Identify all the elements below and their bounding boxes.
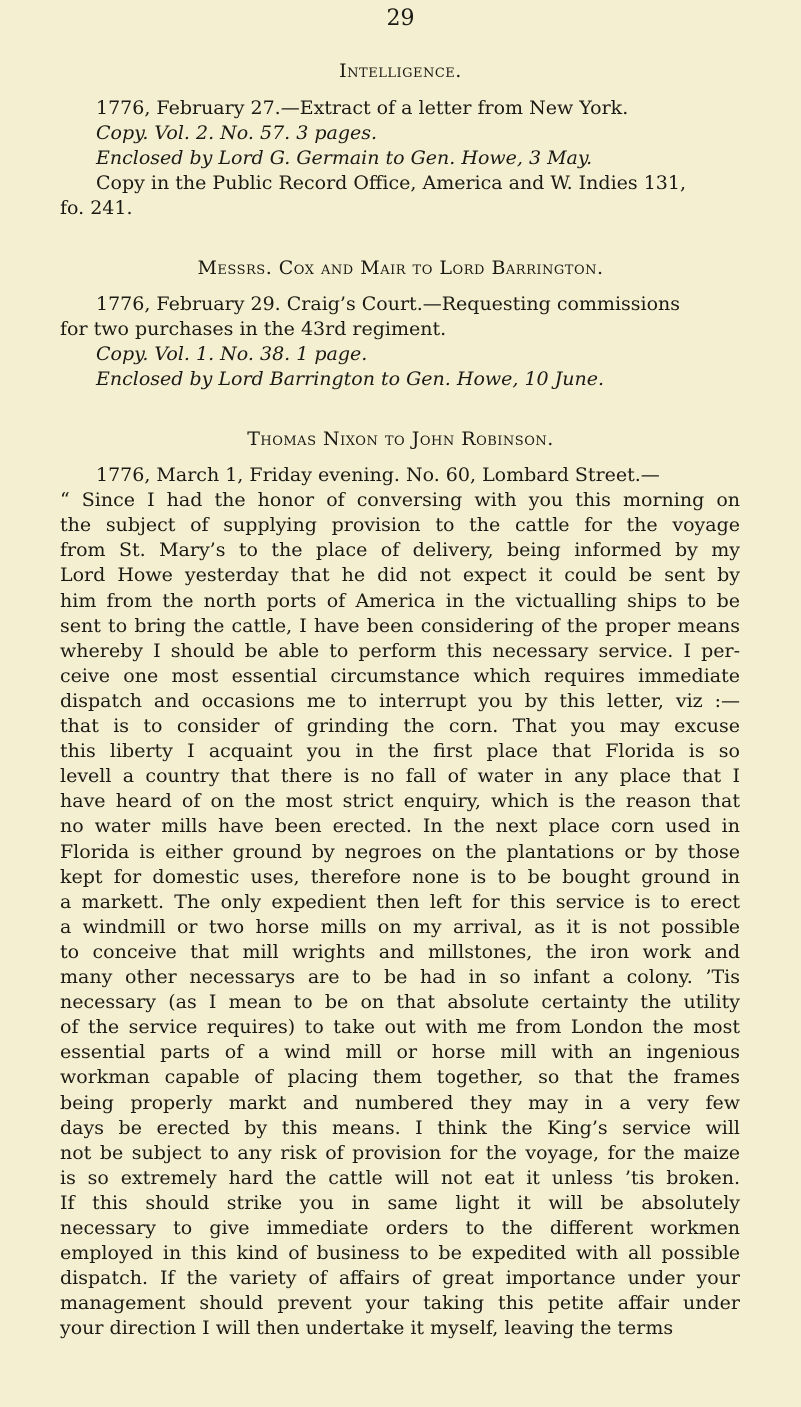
letter-line: levell a country that there is no fall of water in any place that I <box>60 765 740 788</box>
letter-line: a windmill or two horse mills on my arrival, as it is not possible <box>60 915 740 938</box>
letter-line: of the service requires) to take out with me from London the most <box>60 1016 740 1039</box>
entry-date-line: 1776, February 27.—Extract of a letter from New York. <box>96 97 629 119</box>
letter-line: necessary (as I mean to be on that absolute certainty the utility <box>60 991 740 1014</box>
enclosure-note: Enclosed by Lord Barrington to Gen. Howe, 10 June. <box>96 368 605 390</box>
letter-line: to conceive that mill wrights and millstones, the iron work and <box>60 940 740 963</box>
letter-line: your direction I will then undertake it myself, leaving the terms <box>60 1317 674 1340</box>
letter-line: dispatch. If the variety of affairs of great importance under your <box>60 1267 740 1290</box>
letter-line: “ Since I had the honor of conversing with you this morning on <box>60 489 740 512</box>
letter-line: dispatch and occasions me to interrupt you by this letter, viz :— <box>60 689 740 712</box>
letter-line: is so extremely hard the cattle will not eat it unless ’tis broken. <box>60 1166 740 1189</box>
letter-line: sent to bring the cattle, I have been considering of the proper means <box>60 614 740 637</box>
letter-line: ceive one most essential circumstance which requires immediate <box>60 664 740 687</box>
letter-line: the subject of supplying provision to the cattle for the voyage <box>60 514 740 537</box>
letter-line: no water mills have been erected. In the next place corn used in <box>60 815 740 838</box>
copy-reference: Copy. Vol. 2. No. 57. 3 pages. <box>96 122 378 144</box>
letter-line: workman capable of placing them together, so that the frames <box>60 1066 740 1089</box>
letter-line: 1776, March 1, Friday evening. No. 60, Lombard Street.— <box>96 464 660 486</box>
letter-line: employed in this kind of business to be expedited with all possible <box>60 1242 740 1265</box>
section-title-cox-mair: Messrs. Cox and Mair to Lord Barrington. <box>197 257 604 279</box>
letter-line: have heard of on the most strict enquiry, which is the reason that <box>60 790 740 813</box>
page-number: 29 <box>386 6 415 31</box>
letter-line: whereby I should be able to perform this necessary service. I per- <box>60 639 740 662</box>
letter-line: that is to consider of grinding the corn. That you may excuse <box>60 715 740 737</box>
enclosure-note: Enclosed by Lord G. Germain to Gen. Howe, 3 May. <box>96 147 593 169</box>
letter-line: this liberty I acquaint you in the first place that Florida is so <box>60 740 740 763</box>
record-note: Copy in the Public Record Office, America and W. Indies 131, <box>96 172 686 194</box>
section-title-intelligence: Intelligence. <box>339 60 462 82</box>
letter-line: not be subject to any risk of provision for the voyage, for the maize <box>60 1141 740 1164</box>
record-note-cont: fo. 241. <box>60 197 133 219</box>
letter-line: necessary to give immediate orders to the different workmen <box>60 1217 740 1239</box>
entry-text-line: for two purchases in the 43rd regiment. <box>60 318 447 340</box>
letter-line: If this should strike you in same light it will be absolutely <box>60 1191 740 1214</box>
letter-line: management should prevent your taking this petite affair under <box>60 1292 740 1315</box>
letter-line: many other necessarys are to be had in so infant a colony. ’Tis <box>60 966 740 988</box>
letter-line: essential parts of a wind mill or horse mill with an ingenious <box>60 1041 740 1064</box>
letter-line: from St. Mary’s to the place of delivery, being informed by my <box>60 539 740 562</box>
letter-line: a markett. The only expedient then left for this service is to erect <box>60 890 740 913</box>
letter-line: days be erected by this means. I think the King’s service will <box>60 1116 740 1139</box>
letter-line: Florida is either ground by negroes on the plantations or by those <box>60 840 740 863</box>
letter-line: him from the north ports of America in the victualling ships to be <box>60 589 740 612</box>
letter-line: being properly markt and numbered they may in a very few <box>60 1091 740 1114</box>
entry-date-line: 1776, February 29. Craig’s Court.—Requesting commissions <box>96 293 681 315</box>
section-title-nixon-robinson: Thomas Nixon to John Robinson. <box>247 428 554 450</box>
letter-line: Lord Howe yesterday that he did not expect it could be sent by <box>60 564 740 587</box>
copy-reference: Copy. Vol. 1. No. 38. 1 page. <box>96 343 368 365</box>
letter-line: kept for domestic uses, therefore none is to be bought ground in <box>60 865 740 888</box>
